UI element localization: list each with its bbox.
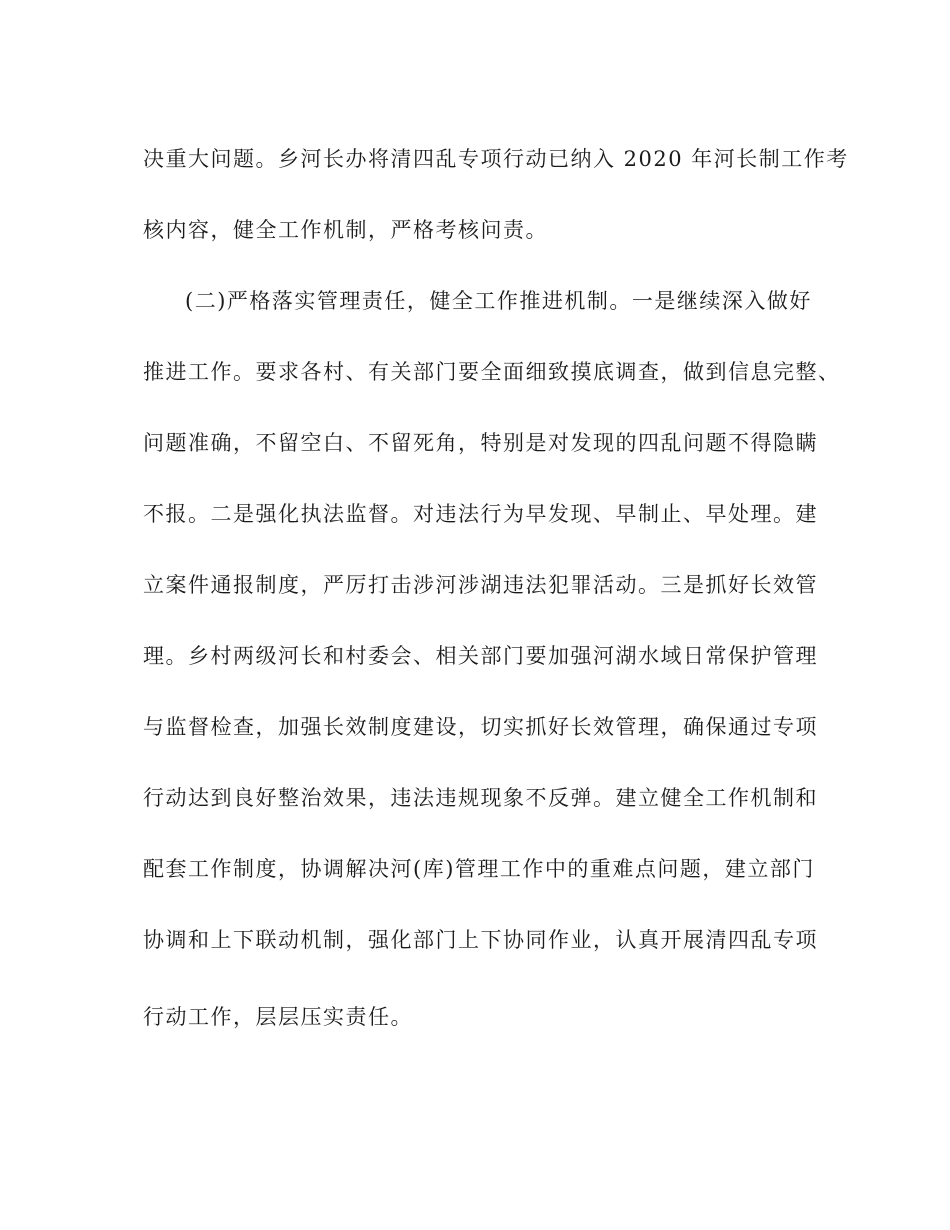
paragraph-start-line: (二)严格落实管理责任，健全工作推进机制。一是继续深入做好 [185, 289, 812, 313]
text-line: 配套工作制度，协调解决河(库)管理工作中的重难点问题，建立部门 [143, 857, 815, 881]
text-line: 理。乡村两级河长和村委会、相关部门要加强河湖水域日常保护管理 [143, 644, 818, 668]
text-line: 与监督检查，加强长效制度建设，切实抓好长效管理，确保通过专项 [143, 715, 818, 739]
text-line: 不报。二是强化执法监督。对违法行为早发现、早制止、早处理。建 [143, 502, 818, 526]
text-line: 协调和上下联动机制，强化部门上下协同作业，认真开展清四乱专项 [143, 928, 818, 952]
text-line: 行动达到良好整治效果，违法违规现象不反弹。建立健全工作机制和 [143, 786, 818, 810]
text-line: 行动工作，层层压实责任。 [143, 1005, 413, 1029]
text-line: 推进工作。要求各村、有关部门要全面细致摸底调查，做到信息完整、 [143, 360, 841, 384]
text-line: 问题准确，不留空白、不留死角，特别是对发现的四乱问题不得隐瞒 [143, 431, 818, 455]
text-line: 立案件通报制度，严厉打击涉河涉湖违法犯罪活动。三是抓好长效管 [143, 573, 818, 597]
text-line: 决重大问题。乡河长办将清四乱专项行动已纳入 2020 年河长制工作考 [143, 147, 849, 171]
text-line: 核内容，健全工作机制，严格考核问责。 [143, 218, 548, 242]
